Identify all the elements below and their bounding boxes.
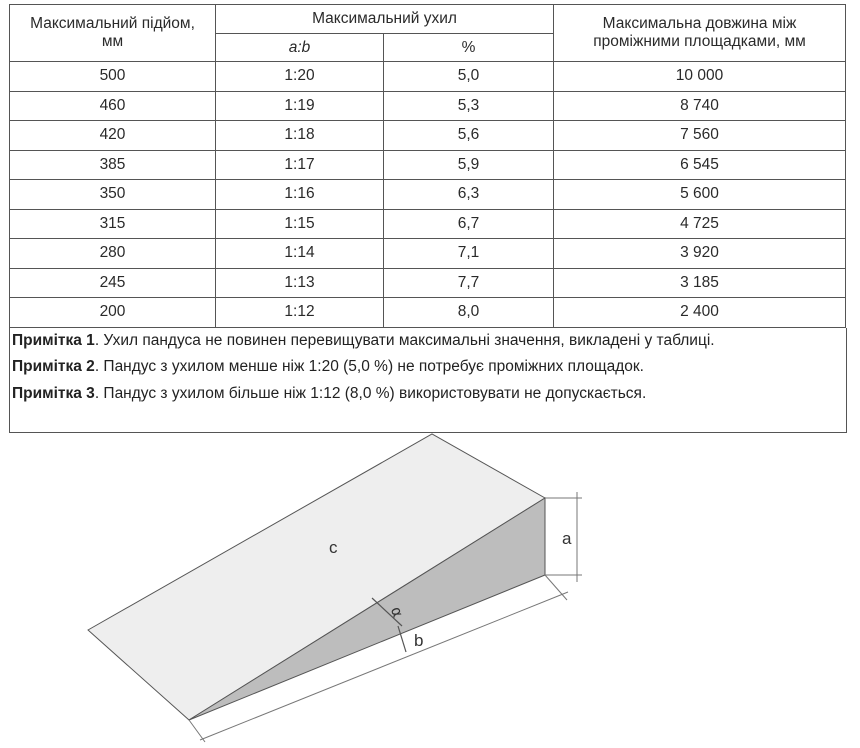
cell-percent: 8,0 bbox=[384, 298, 554, 328]
header-max-rise: Максимальний підйом, мм bbox=[10, 5, 216, 62]
cell-rise: 280 bbox=[10, 239, 216, 269]
label-b: b bbox=[414, 631, 424, 650]
cell-ratio: 1:20 bbox=[216, 62, 384, 92]
cell-ratio: 1:13 bbox=[216, 268, 384, 298]
dim-b-right-ext bbox=[545, 575, 567, 600]
note-1-label: Примітка 1 bbox=[12, 331, 95, 349]
note-2-text: . Пандус з ухилом менше ніж 1:20 (5,0 %) не потребує проміжних площадок. bbox=[94, 358, 644, 375]
ramp-diagram bbox=[0, 430, 860, 748]
note-1-text: . Ухил пандуса не повинен перевищувати максимальні значення, викладені у таблиці. bbox=[94, 331, 715, 349]
header-max-slope: Максимальний ухил bbox=[216, 5, 554, 34]
cell-ratio: 1:18 bbox=[216, 121, 384, 151]
notes-block bbox=[9, 328, 847, 433]
cell-percent: 5,0 bbox=[384, 62, 554, 92]
cell-rise: 420 bbox=[10, 121, 216, 151]
table-row bbox=[10, 91, 846, 121]
note-2-label: Примітка 2 bbox=[12, 358, 95, 375]
cell-length: 2 400 bbox=[554, 298, 846, 328]
cell-ratio: 1:15 bbox=[216, 209, 384, 239]
cell-length: 6 545 bbox=[554, 150, 846, 180]
note-3-label: Примітка 3 bbox=[12, 384, 95, 402]
table-row bbox=[10, 209, 846, 239]
header-ratio bbox=[216, 34, 384, 62]
note-3-text: . Пандус з ухилом більше ніж 1:12 (8,0 %) використовувати не допускається. bbox=[94, 384, 647, 402]
cell-percent: 5,3 bbox=[384, 91, 554, 121]
cell-percent: 7,7 bbox=[384, 268, 554, 298]
cell-ratio: 1:14 bbox=[216, 239, 384, 269]
header-ratio-label: a:b bbox=[288, 38, 311, 56]
label-alpha: α bbox=[386, 604, 408, 620]
note-1 bbox=[12, 328, 846, 355]
label-c: c bbox=[329, 538, 338, 557]
note-3 bbox=[12, 381, 846, 408]
cell-rise: 460 bbox=[10, 91, 216, 121]
cell-rise: 200 bbox=[10, 298, 216, 328]
cell-length: 5 600 bbox=[554, 180, 846, 210]
cell-percent: 5,9 bbox=[384, 150, 554, 180]
cell-rise: 315 bbox=[10, 209, 216, 239]
header-percent: % bbox=[384, 34, 554, 62]
table-row bbox=[10, 298, 846, 328]
table-row bbox=[10, 121, 846, 151]
cell-percent: 6,7 bbox=[384, 209, 554, 239]
cell-length: 3 920 bbox=[554, 239, 846, 269]
cell-ratio: 1:16 bbox=[216, 180, 384, 210]
cell-rise: 245 bbox=[10, 268, 216, 298]
cell-ratio: 1:19 bbox=[216, 91, 384, 121]
cell-rise: 385 bbox=[10, 150, 216, 180]
table-row bbox=[10, 239, 846, 269]
cell-length: 3 185 bbox=[554, 268, 846, 298]
cell-length: 10 000 bbox=[554, 62, 846, 92]
cell-percent: 7,1 bbox=[384, 239, 554, 269]
cell-rise: 500 bbox=[10, 62, 216, 92]
cell-ratio: 1:17 bbox=[216, 150, 384, 180]
slope-table-container bbox=[9, 4, 845, 433]
table-row bbox=[10, 62, 846, 92]
label-a: a bbox=[562, 529, 572, 548]
header-max-length: Максимальна довжина між проміжними площадками, мм bbox=[554, 5, 846, 62]
table-body bbox=[10, 62, 846, 328]
cell-percent: 5,6 bbox=[384, 121, 554, 151]
cell-ratio: 1:12 bbox=[216, 298, 384, 328]
cell-rise: 350 bbox=[10, 180, 216, 210]
table-row bbox=[10, 150, 846, 180]
cell-length: 8 740 bbox=[554, 91, 846, 121]
table-row bbox=[10, 268, 846, 298]
cell-length: 4 725 bbox=[554, 209, 846, 239]
note-2 bbox=[12, 354, 846, 381]
slope-table bbox=[9, 4, 846, 328]
cell-length: 7 560 bbox=[554, 121, 846, 151]
table-row bbox=[10, 180, 846, 210]
cell-percent: 6,3 bbox=[384, 180, 554, 210]
